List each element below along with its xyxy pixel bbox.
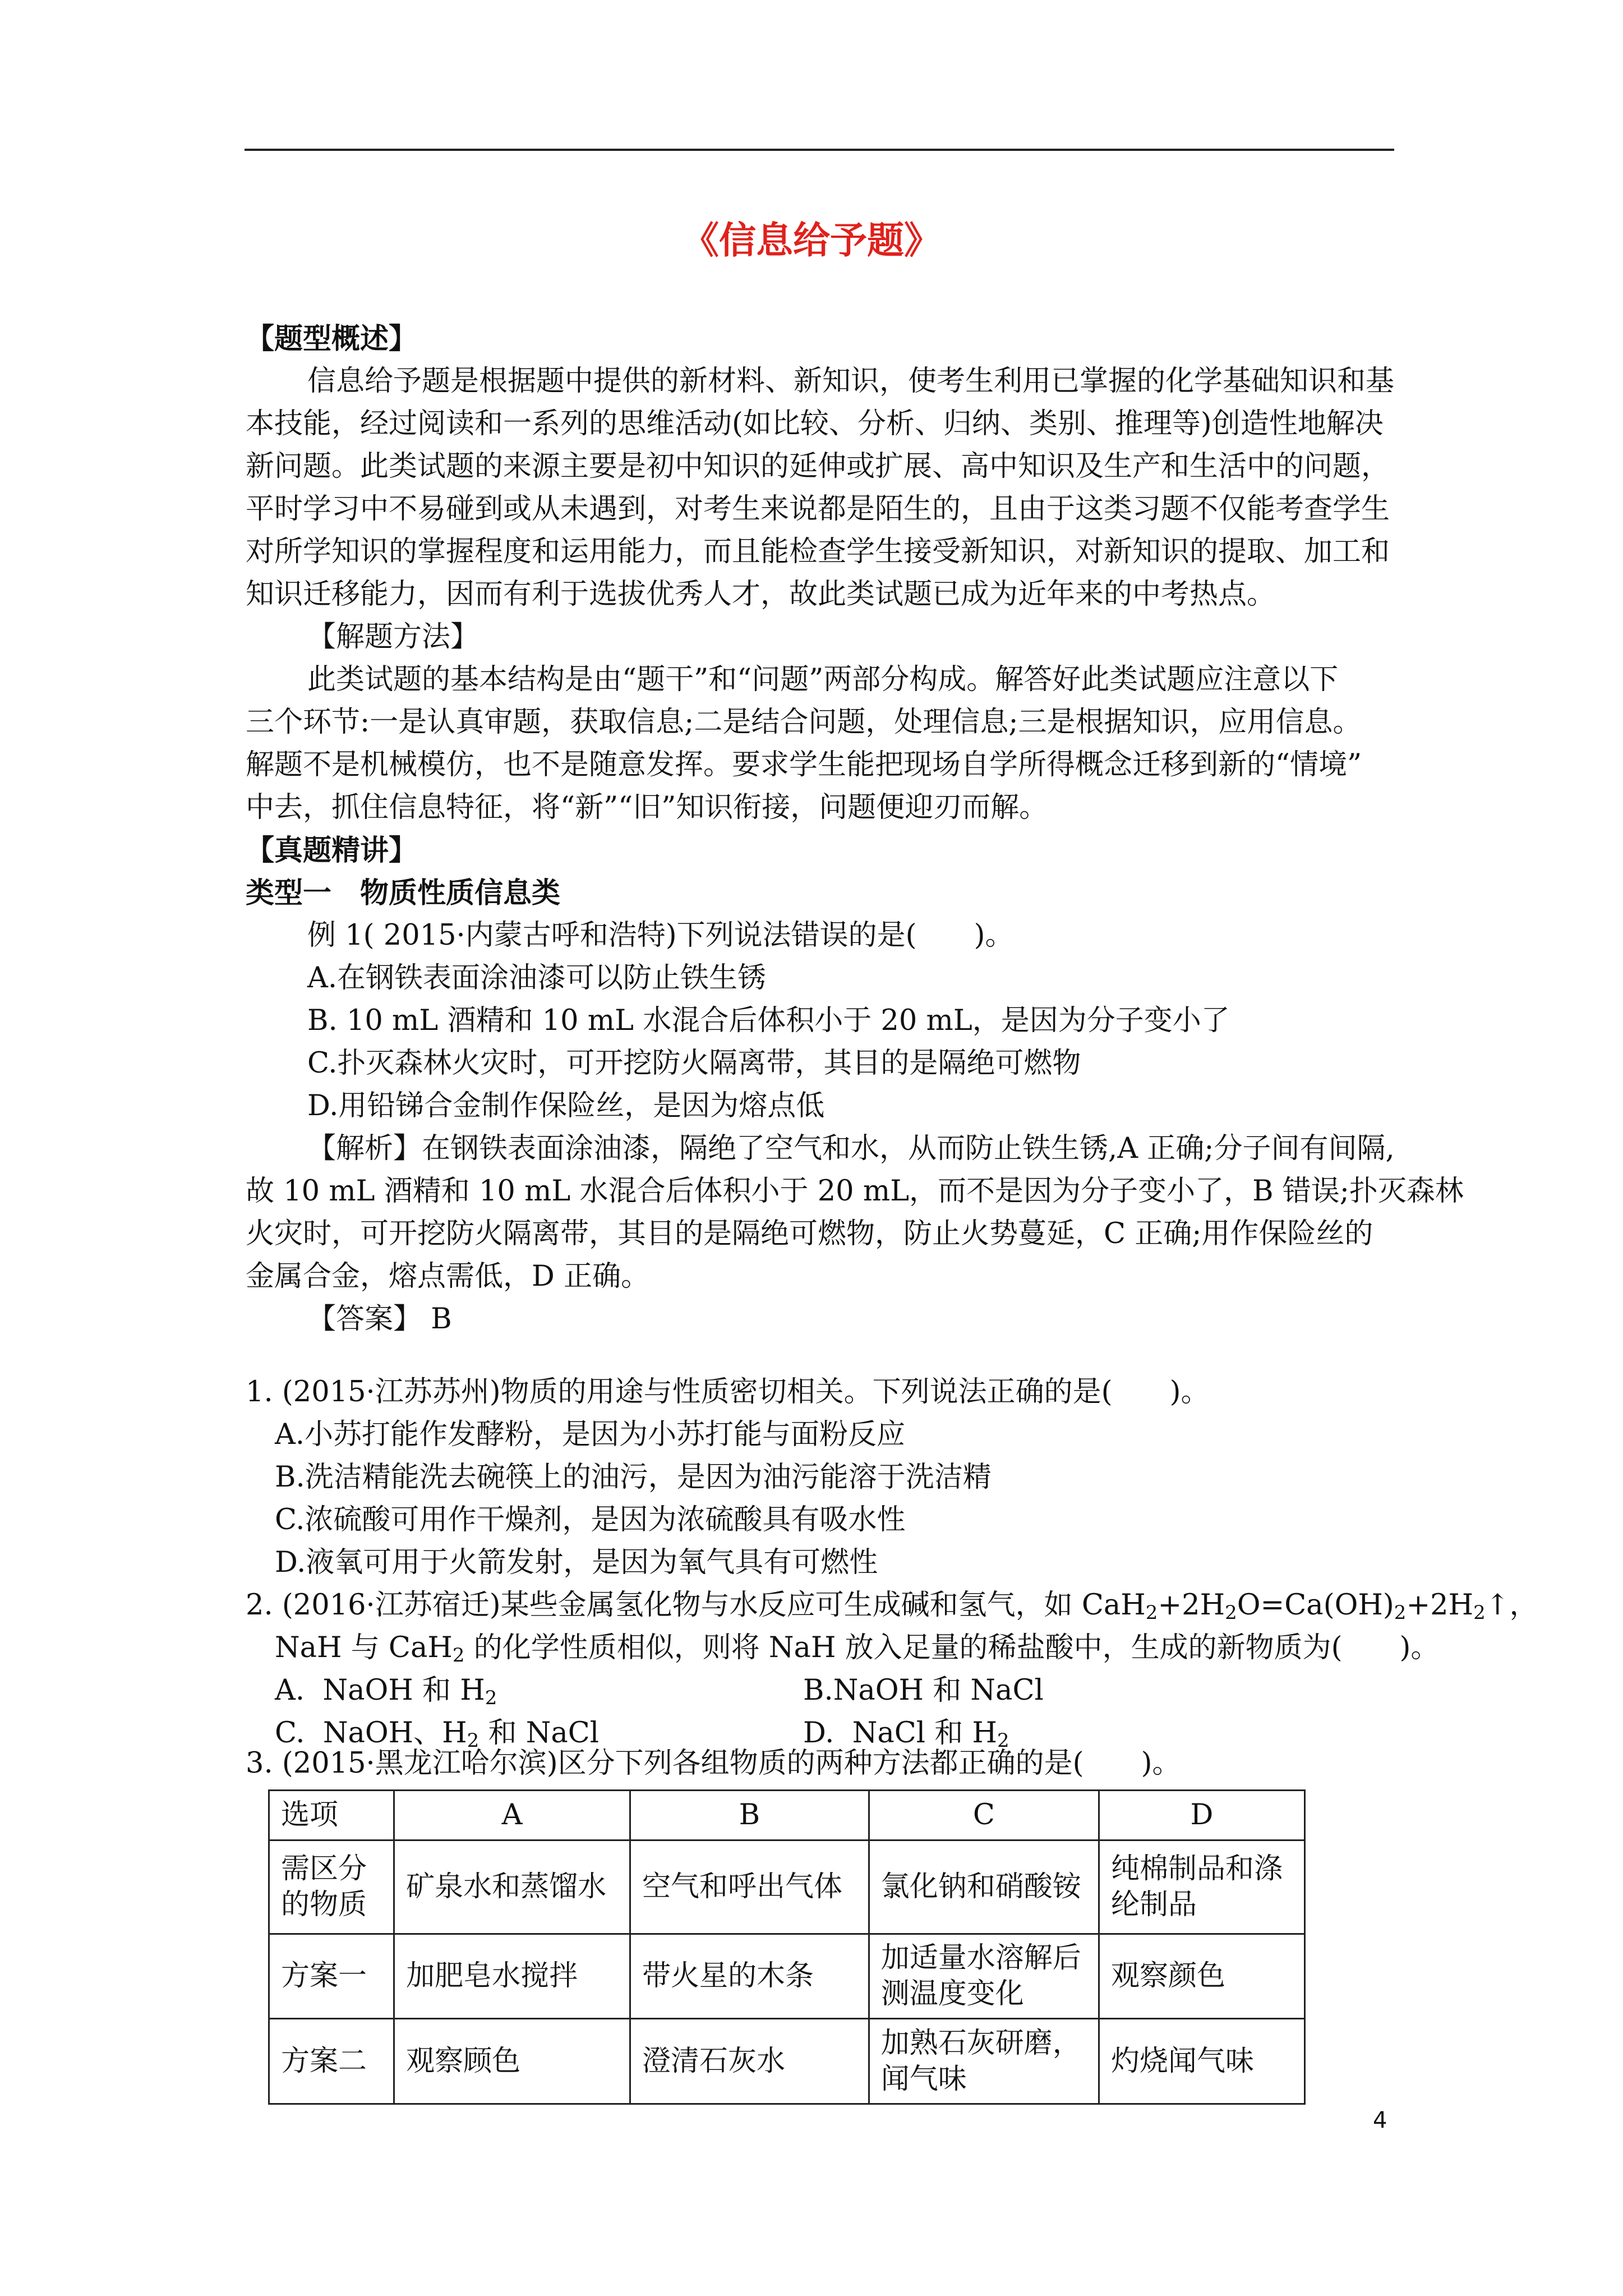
table-cell: 氯化钠和硝酸铵 (869, 1841, 1099, 1934)
table-cell: 观察顾色 (394, 2019, 630, 2104)
table-cell: 纯棉制品和涤纶制品 (1099, 1841, 1304, 1934)
q2-stem-line2: NaH 与 CaH$_2$ 的化学性质相似，则将 NaH 放入足量的稀盐酸中，生成的新物质为( )。 (275, 1631, 1440, 1667)
table-cell: 加熟石灰研磨，闻气味 (869, 2019, 1099, 2104)
analysis-line: 火灾时，可开挖防火隔离带，其目的是隔绝可燃物，防止火势蔓延，C 正确;用作保险丝的 (246, 1217, 1373, 1250)
q2-option-d: D. NaCl 和 $H_2$ (803, 1717, 1009, 1752)
type-heading: 类型一 物质性质信息类 (246, 876, 561, 910)
table-header-row (269, 1791, 1305, 1841)
example-option: C.扑灭森林火灾时，可开挖防火隔离带，其目的是隔绝可燃物 (307, 1047, 1081, 1080)
overview-line: 知识迁移能力，因而有利于选拔优秀人才，故此类试题已成为近年来的中考热点。 (246, 578, 1276, 611)
q2-stem: 2. (2016·江苏宿迁)某些金属氢化物与水反应可生成碱和氢气，如 $CaH_2+2H_2O=Ca(OH)_2+2H_2↑$， (246, 1589, 1538, 1624)
example-question: 例 1( 2015·内蒙古呼和浩特)下列说法错误的是( )。 (307, 919, 1014, 952)
table-row (269, 1841, 1305, 1934)
table-cell: 空气和呼出气体 (630, 1841, 869, 1934)
page-title: 《信息给予题》 (682, 218, 941, 262)
table-cell: 观察颜色 (1099, 1934, 1304, 2019)
table-row (269, 1934, 1305, 2019)
example-option: A.在钢铁表面涂油漆可以防止铁生锈 (307, 961, 767, 995)
q3-stem: 3. (2015·黑龙江哈尔滨)区分下列各组物质的两种方法都正确的是( )。 (246, 1747, 1181, 1780)
table-header-cell: A (394, 1791, 630, 1841)
table-cell: 需区分的物质 (269, 1841, 394, 1934)
method-line: 三个环节:一是认真审题，获取信息;二是结合问题，处理信息;三是根据知识，应用信息。 (246, 706, 1362, 739)
table-header-cell: B (630, 1791, 869, 1841)
q1-option: D.液氧可用于火箭发射，是因为氧气具有可燃性 (275, 1546, 878, 1579)
example-option: D.用铅锑合金制作保险丝，是因为熔点低 (307, 1089, 825, 1122)
q1-option: A.小苏打能作发酵粉，是因为小苏打能与面粉反应 (275, 1418, 906, 1451)
method-line: 解题不是机械模仿，也不是随意发挥。要求学生能把现场自学所得概念迁移到新的“情境” (246, 748, 1362, 781)
lecture-heading: 【真题精讲】 (246, 834, 418, 867)
q2-option-a: A. NaOH 和 $H_2$ (275, 1674, 497, 1709)
table-cell: 方案二 (269, 2019, 394, 2104)
overview-line: 平时学习中不易碰到或从未遇到，对考生来说都是陌生的，且由于这类习题不仅能考查学生 (246, 493, 1390, 526)
q1-stem: 1. (2015·江苏苏州)物质的用途与性质密切相关。下列说法正确的是( )。 (246, 1375, 1210, 1409)
table-header-cell: D (1099, 1791, 1304, 1841)
q2-option-c: C. NaOH、$H_2$ 和 NaCl (275, 1717, 600, 1752)
table-cell: 加肥皂水搅拌 (394, 1934, 630, 2019)
analysis-line: 故 10 mL 酒精和 10 mL 水混合后体积小于 20 mL，而不是因为分子变小了，B 错误;扑灭森林 (246, 1175, 1464, 1208)
q1-option: C.浓硫酸可用作干燥剂，是因为浓硫酸具有吸水性 (275, 1503, 906, 1536)
overview-line: 新问题。此类试题的来源主要是初中知识的延伸或扩展、高中知识及生产和生活中的问题， (246, 450, 1390, 483)
table-cell: 矿泉水和蒸馏水 (394, 1841, 630, 1934)
method-line: 中去，抓住信息特征，将“新”“旧”知识衔接，问题便迎刃而解。 (246, 791, 1048, 824)
table-cell: 灼烧闻气味 (1099, 2019, 1304, 2104)
q2-option-b: B.NaOH 和 NaCl (803, 1674, 1044, 1707)
page-number: 4 (1373, 2108, 1387, 2133)
table-row (269, 2019, 1305, 2104)
overview-line: 信息给予题是根据题中提供的新材料、新知识，使考生利用已掌握的化学基础知识和基 (307, 365, 1395, 398)
overview-heading: 【题型概述】 (246, 322, 418, 356)
overview-line: 对所学知识的掌握程度和运用能力，而且能检查学生接受新知识，对新知识的提取、加工和 (246, 535, 1390, 568)
analysis-line: 金属合金，熔点需低，D 正确。 (246, 1260, 650, 1293)
q1-option: B.洗洁精能洗去碗筷上的油污，是因为油污能溶于洗洁精 (275, 1461, 992, 1494)
method-heading: 【解题方法】 (307, 620, 479, 654)
q3-options-table (268, 1789, 1306, 2105)
example-option: B. 10 mL 酒精和 10 mL 水混合后体积小于 20 mL，是因为分子变小了 (307, 1004, 1230, 1037)
table-header-cell: 选项 (269, 1791, 394, 1841)
table-cell: 加适量水溶解后测温度变化 (869, 1934, 1099, 2019)
table-header-cell: C (869, 1791, 1099, 1841)
overview-line: 本技能，经过阅读和一系列的思维活动(如比较、分析、归纳、类别、推理等)创造性地解决 (246, 407, 1384, 440)
answer: 【答案】 B (307, 1303, 452, 1336)
table-cell: 方案一 (269, 1934, 394, 2019)
method-line: 此类试题的基本结构是由“题干”和“问题”两部分构成。解答好此类试题应注意以下 (307, 663, 1339, 696)
analysis-line: 【解析】在钢铁表面涂油漆，隔绝了空气和水，从而防止铁生锈,A 正确;分子间有间隔, (307, 1132, 1395, 1165)
header-rule (245, 149, 1394, 151)
table-cell: 带火星的木条 (630, 1934, 869, 2019)
table-cell: 澄清石灰水 (630, 2019, 869, 2104)
